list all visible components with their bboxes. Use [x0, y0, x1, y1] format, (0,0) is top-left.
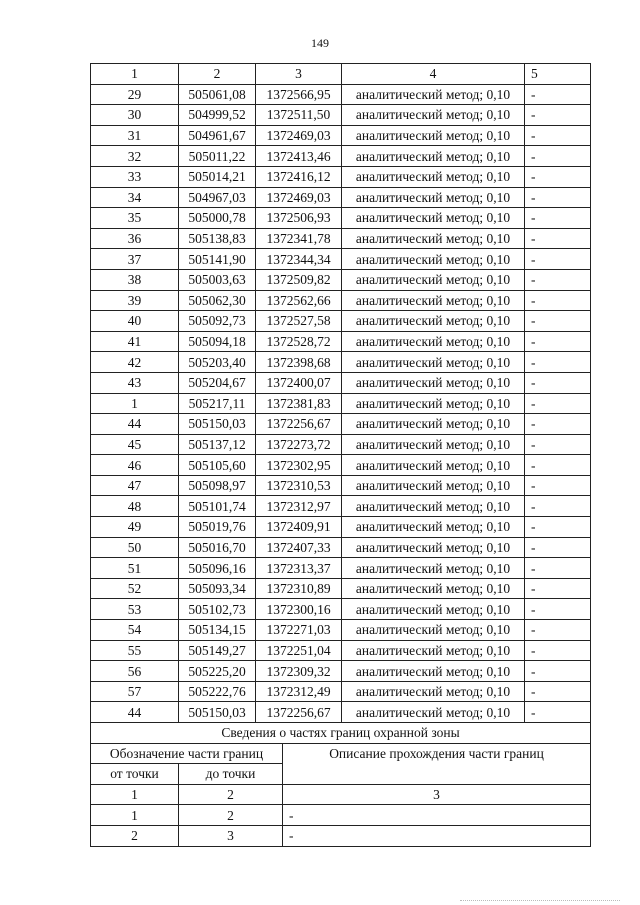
point-number-cell: 41	[91, 331, 179, 352]
from-point-cell: 1	[91, 805, 179, 826]
point-number-cell: 43	[91, 372, 179, 393]
y-coordinate-cell: 1372416,12	[256, 166, 342, 187]
table-row	[91, 249, 591, 270]
table-row	[91, 661, 591, 682]
note-cell: -	[525, 331, 591, 352]
header-cell: 2	[179, 64, 256, 85]
table-row	[91, 475, 591, 496]
point-number-cell: 40	[91, 311, 179, 332]
y-coordinate-cell: 1372313,37	[256, 558, 342, 579]
note-cell: -	[525, 290, 591, 311]
y-coordinate-cell: 1372310,89	[256, 578, 342, 599]
note-cell: -	[525, 146, 591, 167]
x-coordinate-cell: 505000,78	[179, 208, 256, 229]
x-coordinate-cell: 505093,34	[179, 578, 256, 599]
point-number-cell: 32	[91, 146, 179, 167]
boundary-parts-table	[90, 722, 591, 847]
y-coordinate-cell: 1372341,78	[256, 228, 342, 249]
method-accuracy-cell: аналитический метод; 0,10	[342, 146, 525, 167]
note-cell: -	[525, 352, 591, 373]
point-number-cell: 57	[91, 681, 179, 702]
point-number-cell: 42	[91, 352, 179, 373]
method-accuracy-cell: аналитический метод; 0,10	[342, 290, 525, 311]
y-coordinate-cell: 1372407,33	[256, 537, 342, 558]
table-row	[91, 166, 591, 187]
y-coordinate-cell: 1372309,32	[256, 661, 342, 682]
note-cell: -	[525, 620, 591, 641]
note-cell: -	[525, 537, 591, 558]
from-point-cell: 2	[91, 825, 179, 846]
header-cell: 3	[256, 64, 342, 85]
note-cell: -	[525, 105, 591, 126]
description-header: Описание прохождения части границ	[283, 743, 591, 784]
x-coordinate-cell: 505016,70	[179, 537, 256, 558]
method-accuracy-cell: аналитический метод; 0,10	[342, 620, 525, 641]
y-coordinate-cell: 1372256,67	[256, 414, 342, 435]
method-accuracy-cell: аналитический метод; 0,10	[342, 331, 525, 352]
note-cell: -	[525, 269, 591, 290]
y-coordinate-cell: 1372312,49	[256, 681, 342, 702]
note-cell: -	[525, 414, 591, 435]
method-accuracy-cell: аналитический метод; 0,10	[342, 434, 525, 455]
point-number-cell: 33	[91, 166, 179, 187]
note-cell: -	[525, 681, 591, 702]
note-cell: -	[525, 84, 591, 105]
method-accuracy-cell: аналитический метод; 0,10	[342, 125, 525, 146]
description-cell: -	[283, 825, 591, 846]
y-coordinate-cell: 1372273,72	[256, 434, 342, 455]
note-cell: -	[525, 187, 591, 208]
table-row	[91, 208, 591, 229]
numbering-cell: 3	[283, 784, 591, 805]
designation-header: Обозначение части границ	[91, 743, 283, 764]
to-point-header: до точки	[179, 764, 283, 785]
method-accuracy-cell: аналитический метод; 0,10	[342, 187, 525, 208]
table-row	[91, 311, 591, 332]
y-coordinate-cell: 1372409,91	[256, 517, 342, 538]
note-cell: -	[525, 311, 591, 332]
method-accuracy-cell: аналитический метод; 0,10	[342, 372, 525, 393]
table-row	[91, 187, 591, 208]
method-accuracy-cell: аналитический метод; 0,10	[342, 352, 525, 373]
parts-table-title: Сведения о частях границ охранной зоны	[91, 723, 591, 744]
y-coordinate-cell: 1372312,97	[256, 496, 342, 517]
point-number-cell: 38	[91, 269, 179, 290]
method-accuracy-cell: аналитический метод; 0,10	[342, 228, 525, 249]
y-coordinate-cell: 1372469,03	[256, 125, 342, 146]
table-row	[91, 352, 591, 373]
x-coordinate-cell: 505102,73	[179, 599, 256, 620]
method-accuracy-cell: аналитический метод; 0,10	[342, 517, 525, 538]
note-cell: -	[525, 125, 591, 146]
x-coordinate-cell: 505094,18	[179, 331, 256, 352]
x-coordinate-cell: 504999,52	[179, 105, 256, 126]
y-coordinate-cell: 1372469,03	[256, 187, 342, 208]
x-coordinate-cell: 505138,83	[179, 228, 256, 249]
coordinates-table	[90, 63, 591, 723]
x-coordinate-cell: 505150,03	[179, 702, 256, 723]
table-row	[91, 805, 591, 826]
y-coordinate-cell: 1372310,53	[256, 475, 342, 496]
table-row	[91, 620, 591, 641]
point-number-cell: 29	[91, 84, 179, 105]
method-accuracy-cell: аналитический метод; 0,10	[342, 105, 525, 126]
point-number-cell: 51	[91, 558, 179, 579]
x-coordinate-cell: 505101,74	[179, 496, 256, 517]
point-number-cell: 1	[91, 393, 179, 414]
method-accuracy-cell: аналитический метод; 0,10	[342, 599, 525, 620]
x-coordinate-cell: 505222,76	[179, 681, 256, 702]
y-coordinate-cell: 1372527,58	[256, 311, 342, 332]
method-accuracy-cell: аналитический метод; 0,10	[342, 578, 525, 599]
note-cell: -	[525, 228, 591, 249]
table-row	[91, 290, 591, 311]
method-accuracy-cell: аналитический метод; 0,10	[342, 166, 525, 187]
point-number-cell: 53	[91, 599, 179, 620]
x-coordinate-cell: 504961,67	[179, 125, 256, 146]
point-number-cell: 47	[91, 475, 179, 496]
note-cell: -	[525, 166, 591, 187]
point-number-cell: 48	[91, 496, 179, 517]
table-row	[91, 434, 591, 455]
method-accuracy-cell: аналитический метод; 0,10	[342, 496, 525, 517]
x-coordinate-cell: 505150,03	[179, 414, 256, 435]
method-accuracy-cell: аналитический метод; 0,10	[342, 393, 525, 414]
x-coordinate-cell: 505003,63	[179, 269, 256, 290]
method-accuracy-cell: аналитический метод; 0,10	[342, 475, 525, 496]
x-coordinate-cell: 505225,20	[179, 661, 256, 682]
point-number-cell: 50	[91, 537, 179, 558]
y-coordinate-cell: 1372506,93	[256, 208, 342, 229]
method-accuracy-cell: аналитический метод; 0,10	[342, 84, 525, 105]
x-coordinate-cell: 505203,40	[179, 352, 256, 373]
table-row	[91, 84, 591, 105]
table-row	[91, 414, 591, 435]
method-accuracy-cell: аналитический метод; 0,10	[342, 414, 525, 435]
y-coordinate-cell: 1372344,34	[256, 249, 342, 270]
note-cell: -	[525, 640, 591, 661]
table-row	[91, 681, 591, 702]
y-coordinate-cell: 1372302,95	[256, 455, 342, 476]
y-coordinate-cell: 1372271,03	[256, 620, 342, 641]
point-number-cell: 54	[91, 620, 179, 641]
to-point-cell: 3	[179, 825, 283, 846]
note-cell: -	[525, 393, 591, 414]
note-cell: -	[525, 558, 591, 579]
point-number-cell: 52	[91, 578, 179, 599]
x-coordinate-cell: 505149,27	[179, 640, 256, 661]
point-number-cell: 45	[91, 434, 179, 455]
table-row	[91, 228, 591, 249]
x-coordinate-cell: 505204,67	[179, 372, 256, 393]
point-number-cell: 39	[91, 290, 179, 311]
method-accuracy-cell: аналитический метод; 0,10	[342, 537, 525, 558]
method-accuracy-cell: аналитический метод; 0,10	[342, 249, 525, 270]
table-row	[91, 372, 591, 393]
point-number-cell: 30	[91, 105, 179, 126]
y-coordinate-cell: 1372562,66	[256, 290, 342, 311]
method-accuracy-cell: аналитический метод; 0,10	[342, 640, 525, 661]
point-number-cell: 56	[91, 661, 179, 682]
note-cell: -	[525, 372, 591, 393]
note-cell: -	[525, 208, 591, 229]
table-row	[91, 146, 591, 167]
table-row	[91, 269, 591, 290]
y-coordinate-cell: 1372528,72	[256, 331, 342, 352]
point-number-cell: 34	[91, 187, 179, 208]
table-row	[91, 825, 591, 846]
x-coordinate-cell: 505096,16	[179, 558, 256, 579]
header-cell: 5	[525, 64, 591, 85]
table-row	[91, 105, 591, 126]
from-point-header: от точки	[91, 764, 179, 785]
x-coordinate-cell: 505062,30	[179, 290, 256, 311]
header-cell: 1	[91, 64, 179, 85]
x-coordinate-cell: 504967,03	[179, 187, 256, 208]
x-coordinate-cell: 505134,15	[179, 620, 256, 641]
x-coordinate-cell: 505014,21	[179, 166, 256, 187]
table-row	[91, 331, 591, 352]
point-number-cell: 31	[91, 125, 179, 146]
note-cell: -	[525, 578, 591, 599]
x-coordinate-cell: 505092,73	[179, 311, 256, 332]
y-coordinate-cell: 1372256,67	[256, 702, 342, 723]
point-number-cell: 44	[91, 702, 179, 723]
coordinates-header-row	[91, 64, 591, 85]
note-cell: -	[525, 249, 591, 270]
table-row	[91, 558, 591, 579]
y-coordinate-cell: 1372413,46	[256, 146, 342, 167]
x-coordinate-cell: 505105,60	[179, 455, 256, 476]
table-row	[91, 578, 591, 599]
y-coordinate-cell: 1372398,68	[256, 352, 342, 373]
scan-artifact	[460, 898, 620, 901]
note-cell: -	[525, 475, 591, 496]
y-coordinate-cell: 1372400,07	[256, 372, 342, 393]
point-number-cell: 44	[91, 414, 179, 435]
method-accuracy-cell: аналитический метод; 0,10	[342, 269, 525, 290]
note-cell: -	[525, 517, 591, 538]
x-coordinate-cell: 505217,11	[179, 393, 256, 414]
point-number-cell: 46	[91, 455, 179, 476]
numbering-cell: 1	[91, 784, 179, 805]
note-cell: -	[525, 496, 591, 517]
description-cell: -	[283, 805, 591, 826]
y-coordinate-cell: 1372251,04	[256, 640, 342, 661]
y-coordinate-cell: 1372511,50	[256, 105, 342, 126]
x-coordinate-cell: 505141,90	[179, 249, 256, 270]
y-coordinate-cell: 1372509,82	[256, 269, 342, 290]
x-coordinate-cell: 505019,76	[179, 517, 256, 538]
page-number: 149	[311, 36, 329, 50]
table-row	[91, 455, 591, 476]
point-number-cell: 37	[91, 249, 179, 270]
point-number-cell: 49	[91, 517, 179, 538]
x-coordinate-cell: 505137,12	[179, 434, 256, 455]
method-accuracy-cell: аналитический метод; 0,10	[342, 702, 525, 723]
note-cell: -	[525, 434, 591, 455]
table-row	[91, 393, 591, 414]
method-accuracy-cell: аналитический метод; 0,10	[342, 558, 525, 579]
x-coordinate-cell: 505061,08	[179, 84, 256, 105]
method-accuracy-cell: аналитический метод; 0,10	[342, 661, 525, 682]
x-coordinate-cell: 505098,97	[179, 475, 256, 496]
table-row	[91, 599, 591, 620]
point-number-cell: 36	[91, 228, 179, 249]
table-row	[91, 517, 591, 538]
note-cell: -	[525, 455, 591, 476]
y-coordinate-cell: 1372381,83	[256, 393, 342, 414]
method-accuracy-cell: аналитический метод; 0,10	[342, 208, 525, 229]
note-cell: -	[525, 599, 591, 620]
numbering-cell: 2	[179, 784, 283, 805]
point-number-cell: 35	[91, 208, 179, 229]
x-coordinate-cell: 505011,22	[179, 146, 256, 167]
y-coordinate-cell: 1372566,95	[256, 84, 342, 105]
table-row	[91, 640, 591, 661]
table-row	[91, 496, 591, 517]
note-cell: -	[525, 702, 591, 723]
y-coordinate-cell: 1372300,16	[256, 599, 342, 620]
table-row	[91, 125, 591, 146]
method-accuracy-cell: аналитический метод; 0,10	[342, 681, 525, 702]
table-row	[91, 537, 591, 558]
to-point-cell: 2	[179, 805, 283, 826]
point-number-cell: 55	[91, 640, 179, 661]
note-cell: -	[525, 661, 591, 682]
method-accuracy-cell: аналитический метод; 0,10	[342, 455, 525, 476]
header-cell: 4	[342, 64, 525, 85]
method-accuracy-cell: аналитический метод; 0,10	[342, 311, 525, 332]
table-row	[91, 702, 591, 723]
